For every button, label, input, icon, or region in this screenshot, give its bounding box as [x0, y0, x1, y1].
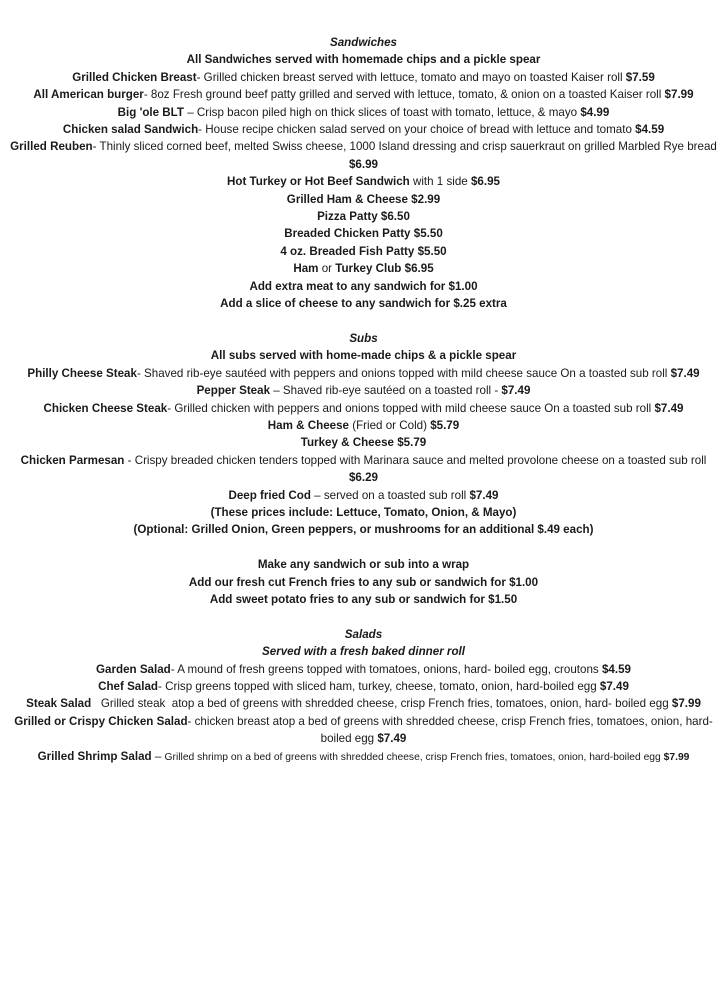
subs-subtitle: All subs served with home-made chips & a pickle spear — [210, 349, 517, 363]
item-description: (Fried or Cold) — [352, 418, 431, 432]
item-price: $5.50 — [413, 227, 443, 241]
menu-item: Grilled Reuben- Thinly sliced corned beef, melted Swiss cheese, 1000 Island dressing and crisp sauerkraut on grilled Marbled Rye bread $6.99 — [10, 140, 717, 171]
salads-section — [0, 626, 727, 766]
item-price: $2.99 — [411, 192, 441, 206]
item-price: $7.99 — [663, 751, 690, 763]
section-gap — [0, 608, 727, 625]
item-description: Grilled chicken with peppers and onions topped with mild cheese sauce On a toasted sub roll — [174, 401, 655, 415]
menu-item: Grilled or Crispy Chicken Salad- chicken breast atop a bed of greens with shredded cheese, crisp French fries, tomatoes, onion, hard-boiled egg $7.49 — [14, 714, 713, 746]
menu-item: Big 'ole BLT – Crisp bacon piled high on thick slices of toast with tomato, lettuce, & mayo $4.99 — [117, 105, 610, 119]
item-description: Shaved rib-eye sautéed with peppers and onions topped with mild cheese sauce On a toasted sub roll — [144, 366, 671, 380]
item-name: Chicken salad Sandwich — [62, 123, 199, 137]
item-description: Crisp bacon piled high on thick slices of toast with tomato, lettuce, & mayo — [196, 105, 581, 119]
menu-item — [0, 191, 727, 208]
item-price: $6.95 — [404, 262, 434, 276]
menu-item: Chicken salad Sandwich- House recipe chicken salad served on your choice of bread with lettuce and tomato $4.59 — [62, 123, 665, 137]
item-description: Crisp greens topped with sliced ham, turkey, cheese, tomato, onion, hard-boiled egg — [165, 679, 600, 693]
item-name: Hot Turkey or Hot Beef Sandwich — [227, 175, 410, 189]
menu-item: Chicken Cheese Steak- Grilled chicken with peppers and onions topped with mild cheese sauce On a toasted sub roll $7.49 — [43, 401, 684, 415]
item-description: Grilled shrimp on a bed of greens with shredded cheese, crisp French fries, tomatoes, onion, hard-boiled egg — [164, 751, 664, 763]
item-description: Thinly sliced corned beef, melted Swiss cheese, 1000 Island dressing and crisp sauerkraut on grilled Marbled Rye bread — [99, 140, 717, 154]
item-description: or — [321, 262, 336, 276]
menu-item: Chef Salad- Crisp greens topped with sliced ham, turkey, cheese, tomato, onion, hard-boiled egg $7.49 — [98, 679, 629, 693]
item-description: A mound of fresh greens topped with tomatoes, onions, hard- boiled egg, croutons — [177, 662, 602, 676]
item-name: Grilled Reuben — [10, 140, 93, 154]
item-description: chicken breast atop a bed of greens with shredded cheese, crisp French fries, tomatoes, onion, hard-boiled egg — [194, 714, 713, 746]
menu-item: Chicken Parmesan - Crispy breaded chicken tenders topped with Marinara sauce and melted provolone cheese on a toasted sub roll $6.29 — [20, 453, 707, 485]
item-price: $7.99 — [664, 88, 694, 102]
menu-item — [0, 173, 727, 190]
item-description: House recipe chicken salad served on your choice of bread with lettuce and tomato — [205, 123, 636, 137]
menu-item: Pepper Steak – Shaved rib-eye sautéed on a toasted roll - $7.49 — [196, 384, 531, 398]
item-price: $7.99 — [671, 697, 701, 711]
item-name: Pizza Patty — [317, 210, 378, 224]
item-name: Grilled Chicken Breast — [72, 70, 197, 84]
salads-title: Salads — [344, 627, 383, 641]
item-name: Steak Salad — [26, 697, 92, 711]
item-name: Deep fried Cod — [228, 488, 311, 502]
item-description: Grilled steak atop a bed of greens with shredded cheese, crisp French fries, tomatoes, onion, hard- boiled egg — [100, 697, 672, 711]
menu-item — [0, 434, 727, 451]
item-name: Big 'ole BLT — [117, 105, 184, 119]
menu-item: Deep fried Cod – served on a toasted sub roll $7.49 — [228, 488, 499, 502]
wrap-note: Make any sandwich or sub into a wrap — [257, 558, 470, 572]
section-gap — [0, 313, 727, 330]
item-price: $7.49 — [670, 366, 700, 380]
menu-page — [0, 34, 727, 766]
optional-toppings-note: (Optional: Grilled Onion, Green peppers, or mushrooms for an additional $.49 each) — [133, 523, 594, 537]
item-description: 8oz Fresh ground beef patty grilled and served with lettuce, tomato, & onion on a toasted Kaiser roll — [150, 88, 665, 102]
extras-section — [0, 556, 727, 608]
item-name-2: Turkey Club — [335, 262, 402, 276]
menu-item: Grilled Shrimp Salad – Grilled shrimp on a bed of greens with shredded cheese, crisp French fries, tomatoes, onion, hard-boiled egg $7.99 — [37, 749, 690, 763]
item-name: Garden Salad — [96, 662, 171, 676]
item-name: Ham & Cheese — [267, 418, 349, 432]
sandwiches-subtitle: All Sandwiches served with homemade chips and a pickle spear — [186, 53, 541, 67]
menu-item: Philly Cheese Steak- Shaved rib-eye sautéed with peppers and onions topped with mild cheese sauce On a toasted sub roll $7.49 — [27, 366, 700, 380]
salads-subtitle: Served with a fresh baked dinner roll — [262, 645, 465, 659]
item-price: $7.49 — [469, 488, 499, 502]
item-price: $7.49 — [377, 732, 407, 746]
included-toppings-note: (These prices include: Lettuce, Tomato, Onion, & Mayo) — [210, 505, 517, 519]
item-name: Grilled Ham & Cheese — [286, 192, 408, 206]
menu-item — [0, 208, 727, 225]
menu-item — [0, 243, 727, 260]
item-price: $7.49 — [599, 679, 629, 693]
sandwiches-title: Sandwiches — [329, 36, 397, 49]
item-description: Crispy breaded chicken tenders topped with Marinara sauce and melted provolone cheese on a toasted sub roll — [134, 453, 707, 467]
menu-item — [0, 695, 727, 712]
item-name: 4 oz. Breaded Fish Patty — [280, 244, 415, 258]
item-price: $5.50 — [417, 244, 447, 258]
subs-title: Subs — [349, 331, 378, 345]
sweet-potato-fries-note: Add sweet potato fries to any sub or sandwich for $1.50 — [209, 592, 518, 606]
menu-item — [0, 225, 727, 242]
item-price: $6.50 — [380, 210, 410, 224]
extra-meat-note: Add extra meat to any sandwich for $1.00 — [249, 279, 478, 293]
menu-item — [0, 417, 727, 434]
item-description: with 1 side — [412, 175, 471, 189]
item-name: Philly Cheese Steak — [27, 366, 137, 380]
item-price: $7.49 — [501, 384, 531, 398]
extra-cheese-note: Add a slice of cheese to any sandwich for $.25 extra — [220, 297, 507, 311]
item-price: $6.29 — [348, 471, 378, 485]
menu-item: Grilled Chicken Breast- Grilled chicken breast served with lettuce, tomato and mayo on toasted Kaiser roll $7.59 — [72, 70, 655, 84]
item-name: Pepper Steak — [196, 384, 271, 398]
item-name: Ham — [293, 262, 319, 276]
item-name: Turkey & Cheese — [300, 436, 394, 450]
menu-item: Garden Salad- A mound of fresh greens topped with tomatoes, onions, hard- boiled egg, croutons $4.59 — [96, 662, 631, 676]
french-fries-note: Add our fresh cut French fries to any sub or sandwich for $1.00 — [188, 575, 539, 589]
item-name: All American burger — [33, 88, 144, 102]
sandwiches-section — [0, 34, 727, 313]
item-price: $6.99 — [348, 157, 378, 171]
menu-item — [0, 260, 727, 277]
section-gap — [0, 539, 727, 556]
item-price: $7.49 — [654, 401, 684, 415]
item-name: Chicken Parmesan — [20, 453, 125, 467]
item-name: Chef Salad — [98, 679, 158, 693]
item-description: Shaved rib-eye sautéed on a toasted roll - — [282, 384, 502, 398]
item-description: served on a toasted sub roll — [323, 488, 470, 502]
subs-section — [0, 330, 727, 539]
item-name: Grilled Shrimp Salad — [37, 749, 152, 763]
menu-item: All American burger- 8oz Fresh ground beef patty grilled and served with lettuce, tomato, & onion on a toasted Kaiser roll $7.99 — [33, 88, 694, 102]
item-price: $5.79 — [397, 436, 427, 450]
item-name: Chicken Cheese Steak — [43, 401, 168, 415]
item-price: $4.59 — [635, 123, 665, 137]
item-price: $4.99 — [580, 105, 610, 119]
item-price: $5.79 — [430, 418, 460, 432]
item-price: $4.59 — [601, 662, 631, 676]
item-name: Grilled or Crispy Chicken Salad — [14, 714, 188, 728]
item-name: Breaded Chicken Patty — [284, 227, 411, 241]
item-price: $7.59 — [625, 70, 655, 84]
item-price: $6.95 — [470, 175, 500, 189]
item-description: Grilled chicken breast served with lettuce, tomato and mayo on toasted Kaiser roll — [203, 70, 626, 84]
